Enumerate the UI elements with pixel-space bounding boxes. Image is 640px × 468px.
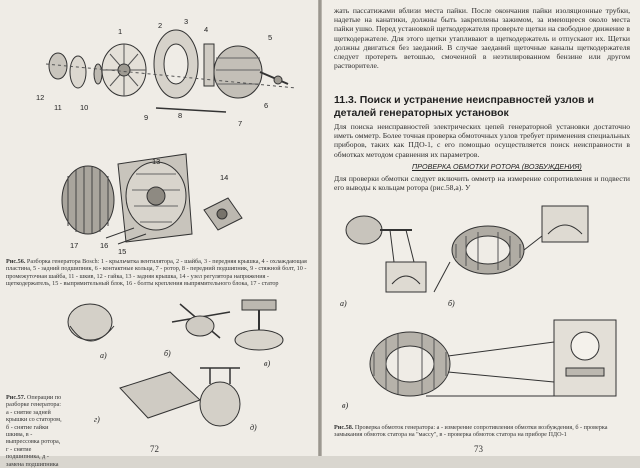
fig57-caption-text: Операции по разборке генератора: а - снятие задней крышки со статором, б - снятие гайки шкива, в - выпрессовка ротора, г - снятие подшипника, д - замена подшипника	[6, 394, 62, 468]
part-number-4: 4	[204, 25, 209, 34]
fig57-label-d: д)	[250, 423, 257, 432]
fig57-caption	[6, 394, 62, 468]
part-number-15: 15	[118, 247, 127, 256]
fig58-caption-text: Проверка обмоток генератора: а - измерение сопротивления обмотки возбуждения, б - проверка замыкания обмоток статора на "массу", в - проверка обмоток статора на приборе ПДО-1	[334, 424, 608, 439]
section-heading: 11.3. Поиск и устранение неисправностей узлов и деталей генераторных установок	[334, 94, 594, 119]
left-page	[0, 0, 318, 468]
part-number-17: 17	[70, 241, 79, 250]
part-number-8: 8	[178, 111, 183, 120]
rotor-check-paragraph: Для проверки обмотки следует включить омметр на измерение сопротивления и подвести его выводы к кольцам ротора (рис.58,а). У	[334, 174, 630, 193]
fig58-caption-title: Рис.58.	[334, 424, 354, 431]
part-number-13: 13	[152, 157, 161, 166]
rotor-check-subheading: ПРОВЕРКА ОБМОТКИ РОТОРА (ВОЗБУЖДЕНИЯ)	[412, 162, 582, 171]
fig57-label-b: б)	[164, 349, 171, 358]
part-number-14: 14	[220, 173, 229, 182]
part-number-6: 6	[264, 101, 269, 110]
fig58-caption	[334, 424, 630, 439]
part-number-11: 11	[54, 103, 62, 112]
part-number-12: 12	[36, 93, 45, 102]
fig57-label-a: а)	[100, 351, 107, 360]
part-number-10: 10	[80, 103, 89, 112]
fig56-exploded-generator-drawing	[6, 4, 306, 256]
fig57-disassembly-drawings	[60, 292, 312, 442]
fig58-label-v: в)	[342, 401, 349, 410]
fig56-caption-text: Разборка генератора Bosch: 1 - крыльчатка вентилятора, 2 - шайба, 3 - передняя крышка, 4 - охлаждающая пластина, 5 - задний подшипник, 6 - контактные кольца, 7 - ротор, 8 - передний подшипник, 9 - стяжной болт, 10 - промежуточная шайба, 11 - шкив, 12 - гайка, 13 - задняя крышка, 14 - узел регулятора напряжения - щеткодержатель, 15 - выпрямительный блок, 16 - болты крепления выпрямительного блока, 17 - статор	[6, 258, 307, 288]
part-number-1: 1	[118, 27, 123, 36]
fig56-caption-title: Рис.56.	[6, 258, 26, 265]
part-number-9: 9	[144, 113, 149, 122]
part-number-2: 2	[158, 21, 163, 30]
fig57-label-g: г)	[94, 415, 100, 424]
page-number-left: 72	[150, 444, 159, 454]
fig58-winding-check-drawings	[330, 196, 632, 420]
fig58-label-a: а)	[340, 299, 347, 308]
part-number-16: 16	[100, 241, 109, 250]
right-page	[322, 0, 640, 456]
fig57-caption-title: Рис.57.	[6, 394, 26, 401]
fig56-caption	[6, 258, 312, 288]
top-paragraph: жать пассатижами вблизи места пайки. После окончания пайки изоляционные трубки, надетые на канатики, должны быть закреплены зажимом, за имеющееся около места пайки ушко. Перед установкой щеткодержателя проверьте щетки на свободное движение в щеткодержателе. Для этого щетки утапливают в щеткодержатель и отпускают их. Щетки должны двигаться без заеданий. В случае заеданий щеточные каналы щеткодержателя следует протереть ветошью, смоченной в неэтилированном бензине или другом растворителе.	[334, 6, 630, 71]
fig58-label-b: б)	[448, 299, 455, 308]
section-paragraph: Для поиска неисправностей электрических цепей генераторной установки достаточно иметь омметр. Более точная проверка обмоточных узлов требует применения специальных приборов, таких как ПДО-1, с его помощью осуществляется поиск неисправности в обмотках методом сравнения их параметров.	[334, 122, 630, 159]
part-number-5: 5	[268, 33, 273, 42]
page-number-right: 73	[474, 444, 483, 454]
part-number-3: 3	[184, 17, 189, 26]
part-number-7: 7	[238, 119, 243, 128]
fig57-label-v: в)	[264, 359, 271, 368]
